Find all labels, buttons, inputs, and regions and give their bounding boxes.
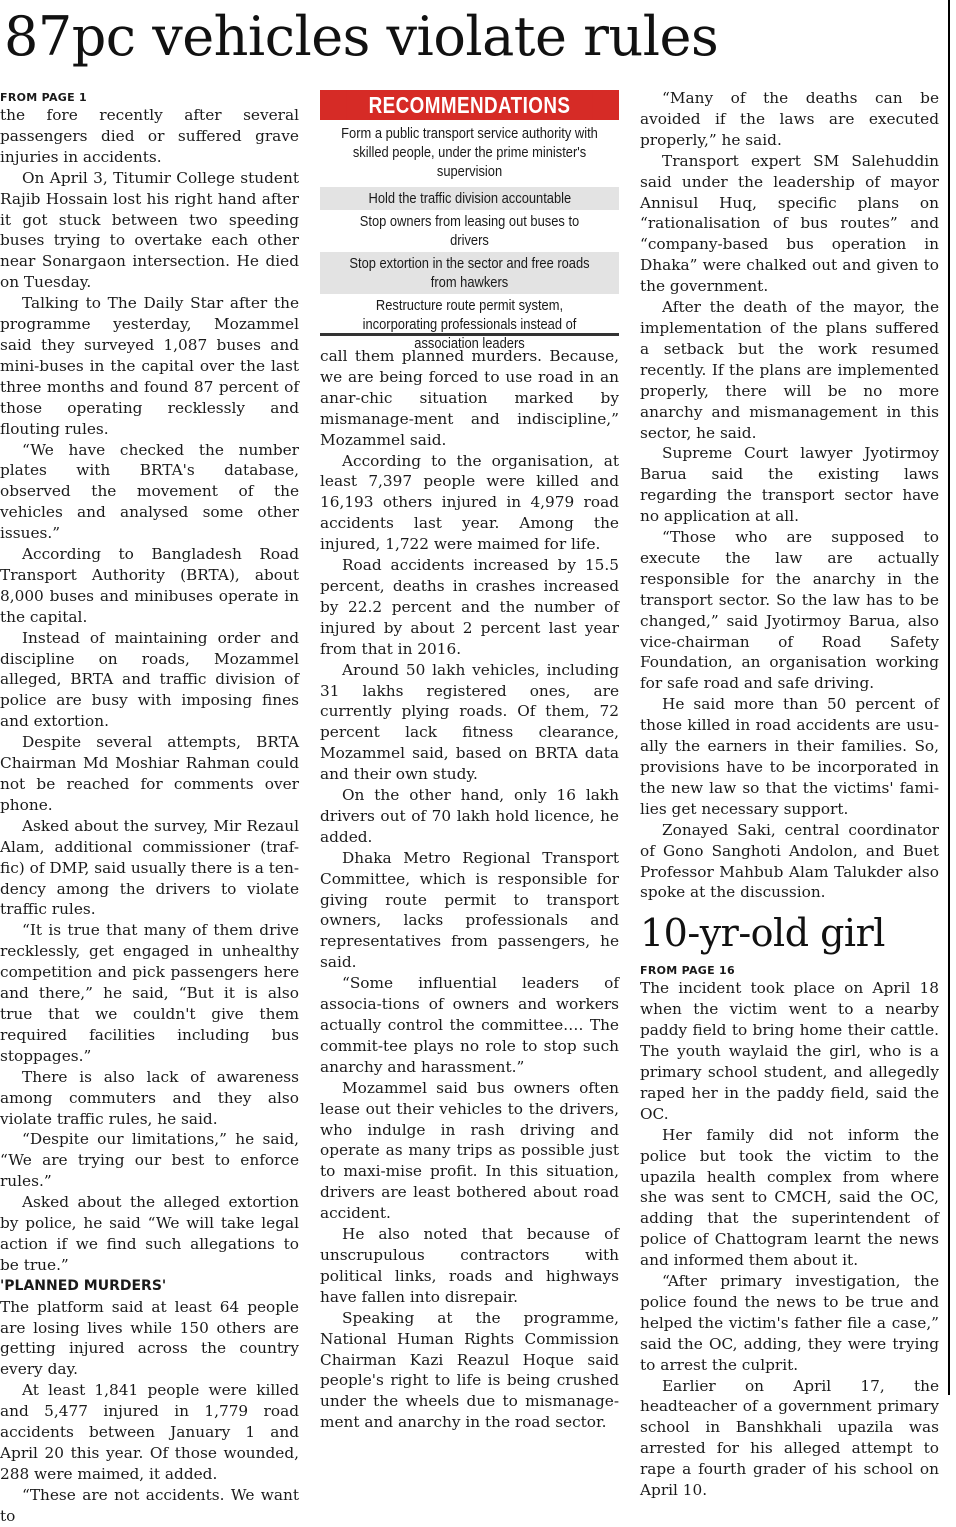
paragraph: After the death of the mayor, the implementation of the plans suffered a setback but the work resumed recently. If the plans are implemented properly, there will be no more anarchy and mismanagement in this sector, he said.: [640, 298, 939, 442]
story2-headline: 10-yr-old girl: [640, 911, 885, 956]
paragraph: Earlier on April 17, the headteacher of a government primary school in Banshkhali upazila was arrested for his alleged attempt to rape a fourth grader of his school on April 10.: [640, 1376, 939, 1500]
paragraph: On the other hand, only 16 lakh drivers out of 70 lakh hold licence, he added.: [320, 786, 619, 846]
column-2: [320, 346, 619, 1432]
paragraph: Around 50 lakh vehicles, including 31 lakhs registered ones, are currently plying roads. Of them, 72 percent lack fitness clearance, Mozammel said, based on BRTA data and their own study.: [320, 660, 619, 784]
recommendation-item: [320, 252, 619, 294]
paragraph: He said more than 50 percent of those killed in road accidents are usu-ally the earners in their families. So, provisions have to be incorporated in the new law so that the victims' fami-lies get necessary support.: [640, 695, 939, 818]
paragraph: “Many of the deaths can be avoided if the laws are executed properly,” he said.: [640, 89, 939, 149]
recommendation-text: Restructure route permit system, incorporating professionals instead of association leaders: [362, 297, 577, 352]
paragraph: “We have checked the number plates with BRTA's database, observed the movement of the vehicles and analysed some other issues.”: [0, 440, 299, 543]
paragraph: Despite several attempts, BRTA Chairman Md Moshiar Rahman could not be reached for comments over phone.: [0, 733, 299, 814]
paragraph: Dhaka Metro Regional Transport Committee, which is responsible for giving route permit to transport owners, lacks professionals and representatives from passengers, he said.: [320, 848, 619, 972]
recommendations-box: [320, 90, 619, 352]
paragraph: According to the organisation, at least 7,397 people were killed and 16,193 others injured in 4,979 road accidents last year. Among the injured, 1,722 were maimed for life.: [320, 451, 619, 554]
column-rule: [948, 0, 950, 1395]
paragraph: Supreme Court lawyer Jyotirmoy Barua said the existing laws regarding the transport sector have no application at all.: [640, 444, 939, 526]
paragraph: Her family did not inform the police but took the victim to the upazila health complex from where she was sent to CMCH, said the OC, adding that the superintendent of police of Chattogram learnt the news and informed them about it.: [640, 1125, 939, 1270]
column-1: [0, 88, 299, 1525]
paragraph: “After primary investigation, the police found the news to be true and helped the victim's father file a case,” said the OC, adding, they were trying to arrest the culprit.: [640, 1272, 939, 1374]
paragraph: “These are not accidents. We want to: [0, 1485, 299, 1525]
paragraph: Road accidents increased by 15.5 percent, deaths in crashes increased by 22.2 percent and the number of injured by about 2 percent last year from that in 2016.: [320, 556, 619, 658]
paragraph: The platform said at least 64 people are losing lives while 150 others are getting injured across the country every day.: [0, 1297, 299, 1379]
subhead-planned-murders: 'PLANNED MURDERS': [0, 1277, 167, 1294]
recommendations-title: RECOMMENDATIONS: [347, 90, 592, 120]
paragraph: He also noted that because of unscrupulous contractors with political links, roads and highways have fallen into disrepair.: [320, 1225, 619, 1306]
paragraph: Speaking at the programme, National Human Rights Commission Chairman Kazi Reazul Hoque said people's right to life is being crushed under the wheels due to mismanage-ment and anarchy in the road sector.: [320, 1308, 619, 1432]
recommendation-item: [320, 210, 619, 252]
paragraph: “It is true that many of them drive recklessly, get engaged in unhealthy competition and pick passengers here and there,” he said, “But it is also true that we couldn't give them required facilities including bus stoppages.”: [0, 921, 299, 1065]
recommendation-text: Stop extortion in the sector and free roads from hawkers: [349, 255, 590, 291]
paragraph: Talking to The Daily Star after the programme yesterday, Mozammel said they surveyed 1,087 buses and mini-buses in the capital over the last three months and found 87 percent of those operating recklessly and flouting rules.: [0, 294, 299, 438]
recommendation-text: Stop owners from leasing out buses to drivers: [359, 213, 580, 249]
recommendation-text: Hold the traffic division accountable: [368, 190, 571, 207]
paragraph: the fore recently after several passengers died or suffered grave injuries in accidents.: [0, 106, 299, 166]
paragraph: Zonayed Saki, central coordinator of Gono Sanghoti Andolon, and Buet Professor Mahbub Alam Talukder also spoke at the discussion.: [640, 820, 939, 902]
paragraph: “Some influential leaders of associa-tions of owners and workers actually control the committee…. The commit-tee plays no role to stop such anarchy and harassment.”: [320, 974, 619, 1076]
paragraph: call them planned murders. Because, we are being forced to use road in an anar-chic situation marked by mismanage-ment and indiscipline,” Mozammel said.: [320, 347, 619, 449]
headline: 87pc vehicles violate rules: [4, 5, 719, 68]
recommendations-header-bar: [320, 90, 619, 120]
paragraph: The incident took place on April 18 when the victim went to a nearby paddy field to bring home their cattle. The youth waylaid the girl, who is a primary school student, and allegedly raped her in the paddy field, said the OC.: [640, 979, 939, 1123]
paragraph: Transport expert SM Salehuddin said under the leadership of mayor Annisul Huq, specific plans on “rationalisation of bus routes” and “company-based bus operation in Dhaka” were chalked out and given to the government.: [640, 151, 939, 296]
paragraph: Asked about the survey, Mir Rezaul Alam, additional commissioner (traf-fic) of DMP, said usually there is a ten-dency among the drivers to violate traffic rules.: [0, 816, 299, 919]
recommendation-item: [320, 187, 619, 210]
column-3: [640, 88, 939, 1500]
recommendation-text: Form a public transport service authority with skilled people, under the prime minister's supervision: [341, 125, 598, 180]
from-page-kicker: FROM PAGE 16: [640, 964, 735, 978]
paragraph: Mozammel said bus owners often lease out their vehicles to the drivers, who indulge in rash driving and operate as many trips as possible just to maxi-mise profit. In this situation, drivers are least bothered about road accident.: [320, 1078, 619, 1223]
paragraph: “Those who are supposed to execute the law are actually responsible for the anarchy in the transport sector. So the law has to be changed,” said Jyotirmoy Barua, also vice-chairman of Road Safety Foundation, an organisation working for safe road and safe driving.: [640, 528, 939, 693]
paragraph: Instead of maintaining order and discipline on roads, Mozammel alleged, BRTA and traffic division of police are busy with imposing fines and extortion.: [0, 628, 299, 731]
paragraph: Asked about the alleged extortion by police, he said “We will take legal action if we find such allegations to be true.”: [0, 1193, 299, 1274]
paragraph: On April 3, Titumir College student Rajib Hossain lost his right hand after it got stuck between two speeding buses trying to overtake each other near Sonargaon intersection. He died on Tuesday.: [0, 168, 299, 292]
paragraph: There is also lack of awareness among commuters and they also violate traffic rules, he said.: [0, 1067, 299, 1128]
recommendation-item: [320, 120, 619, 183]
paragraph: According to Bangladesh Road Transport Authority (BRTA), about 8,000 buses and minibuses operate in the capital.: [0, 545, 299, 626]
paragraph: “Despite our limitations,” he said, “We are trying our best to enforce rules.”: [0, 1130, 299, 1191]
from-page-kicker: FROM PAGE 1: [0, 91, 88, 104]
paragraph: At least 1,841 people were killed and 5,477 injured in 1,779 road accidents between January 1 and April 20 this year. Of those wounded, 288 were maimed, it added.: [0, 1381, 299, 1483]
